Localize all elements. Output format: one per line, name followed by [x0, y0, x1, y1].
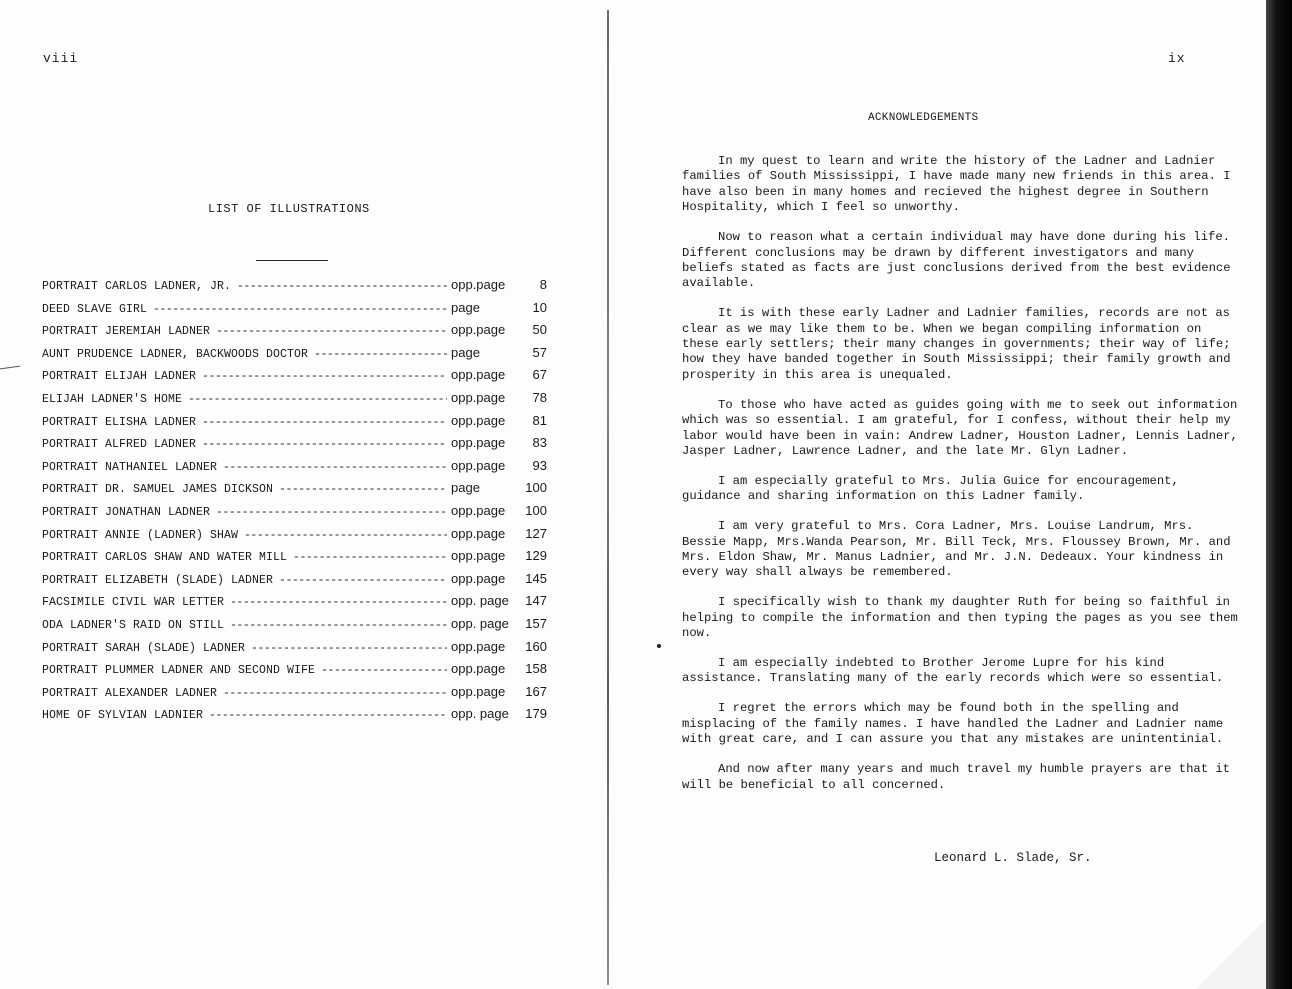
illustration-entry: [42, 480, 547, 503]
scan-edge-shadow: [1266, 0, 1292, 989]
dot-leader: [293, 551, 447, 564]
acknowledgement-paragraph: In my quest to learn and write the history of the Ladner and Ladnier families of South Mississippi, I have made many new friends in this area. I have also been in many homes and recieved the highest degree in Southern Hospitality, which I feel so unworthy.: [682, 154, 1231, 215]
dot-leader: [279, 574, 447, 587]
page-reference: 50: [532, 322, 547, 338]
illustration-title: PORTRAIT CARLOS SHAW AND WATER MILL: [42, 551, 288, 565]
page-reference: 83: [532, 435, 547, 451]
illustration-entry: [42, 661, 547, 684]
illustration-title: PORTRAIT NATHANIEL LADNER: [42, 460, 218, 474]
page-reference: 160: [525, 638, 547, 654]
illustration-entry: [42, 345, 547, 368]
illustration-entry: [42, 413, 547, 436]
acknowledgement-paragraph: I am especially grateful to Mrs. Julia Guice for encouragement, guidance and sharing information on this Ladner family.: [682, 473, 1179, 504]
acknowledgement-paragraph: And now after many years and much travel my humble prayers are that it will be beneficial to all concerned.: [682, 762, 1230, 792]
illustration-title: ODA LADNER'S RAID ON STILL: [42, 618, 225, 632]
acknowledgement-paragraph: Now to reason what a certain individual may have done during his life. Different conclusions may be drawn by different investigators and many beliefs stated as facts are just conclusions derived from the best evidence available.: [682, 230, 1231, 291]
illustration-title: AUNT PRUDENCE LADNER, BACKWOODS DOCTOR: [42, 347, 309, 361]
page-reference: 57: [532, 344, 547, 360]
page-prefix: page: [451, 480, 480, 496]
page-prefix: opp.page: [451, 570, 506, 586]
dot-leader: [223, 461, 447, 474]
illustration-title: PORTRAIT ELIZABETH (SLADE) LADNER: [42, 573, 274, 587]
dot-leader: [314, 348, 447, 361]
page-prefix: opp.page: [451, 322, 506, 338]
illustration-entry: [42, 548, 547, 571]
page-prefix: opp.page: [451, 502, 506, 518]
left-page-number: viii: [43, 51, 79, 66]
list-of-illustrations-title: LIST OF ILLUSTRATIONS: [208, 202, 370, 216]
dot-leader: [209, 709, 447, 722]
page-reference: 127: [525, 525, 547, 541]
page-reference: 129: [525, 548, 547, 564]
illustration-title: PORTRAIT DR. SAMUEL JAMES DICKSON: [42, 483, 274, 497]
page-reference: 167: [525, 683, 547, 699]
illustration-title: PORTRAIT ELISHA LADNER: [42, 415, 197, 429]
page-prefix: opp.page: [451, 638, 506, 654]
illustration-title: PORTRAIT ALFRED LADNER: [42, 438, 197, 452]
page-prefix: opp. page: [451, 615, 509, 631]
illustration-entry: [42, 503, 547, 526]
right-page-number: ix: [1168, 51, 1186, 66]
illustration-title: PORTRAIT PLUMMER LADNER AND SECOND WIFE: [42, 664, 316, 678]
margin-mark: [0, 366, 20, 370]
page-prefix: opp.page: [451, 367, 506, 383]
page-prefix: opp.page: [451, 412, 506, 428]
acknowledgement-paragraph: To those who have acted as guides going with me to seek out information which was so essential. I am grateful, for I confess, without their help my labor would have been in vain: Andrew Ladner, Houston Ladner, Lennis Ladner, Jasper Ladner, Lawrence Ladner, and the late Mr. Glyn Ladner.: [682, 397, 1238, 458]
page-prefix: page: [451, 299, 480, 315]
page-prefix: page: [451, 344, 480, 360]
illustration-entry: [42, 367, 547, 390]
dot-leader: [237, 280, 447, 293]
dot-leader: [223, 687, 447, 700]
page-reference: 81: [532, 412, 547, 428]
acknowledgement-paragraph: I am especially indebted to Brother Jerome Lupre for his kind assistance. Translating many of the early records which were so essential.: [682, 656, 1224, 686]
page-prefix: opp.page: [451, 435, 506, 451]
page-reference: 179: [525, 706, 547, 722]
illustration-title: DEED SLAVE GIRL: [42, 302, 148, 316]
illustration-entry: [42, 300, 547, 323]
page-reference: 100: [525, 502, 547, 518]
page-prefix: opp.page: [451, 277, 506, 292]
illustration-entry: [42, 706, 547, 729]
page-prefix: opp. page: [451, 593, 509, 609]
ink-dot: [657, 644, 661, 648]
acknowledgement-paragraph: It is with these early Ladner and Ladnier families, records are not as clear as we may like them to be. When we began compiling information on these early settlers; their many changes in governments; their way of life; how they have banded together in South Mississippi; their family growth and prosperity in this area is unequaled.: [682, 306, 1231, 382]
illustration-entry: [42, 390, 547, 413]
dot-leader: [216, 325, 447, 338]
illustration-title: PORTRAIT JEREMIAH LADNER: [42, 325, 211, 339]
page-reference: 157: [525, 615, 547, 631]
illustration-entry: [42, 684, 547, 707]
dot-leader: [279, 483, 447, 496]
illustration-entry: [42, 571, 547, 594]
title-rule: [256, 260, 328, 261]
page-reference: 10: [532, 299, 547, 315]
book-gutter: [607, 10, 609, 985]
acknowledgements-title: ACKNOWLEDGEMENTS: [868, 112, 979, 124]
dot-leader: [244, 529, 447, 542]
page-reference: 147: [525, 593, 547, 609]
illustration-title: HOME OF SYLVIAN LADNIER: [42, 709, 204, 723]
acknowledgements-body: [682, 154, 1242, 807]
page-prefix: opp.page: [451, 548, 506, 564]
page-reference: 78: [532, 389, 547, 405]
illustration-title: PORTRAIT ELIJAH LADNER: [42, 370, 197, 384]
illustration-title: PORTRAIT ANNIE (LADNER) SHAW: [42, 528, 239, 542]
page-prefix: opp.page: [451, 525, 506, 541]
illustration-title: PORTRAIT ALEXANDER LADNER: [42, 686, 218, 700]
dot-leader: [202, 438, 447, 451]
illustration-entry: [42, 639, 547, 662]
dot-leader: [251, 642, 447, 655]
dot-leader: [230, 596, 447, 609]
author-signature: Leonard L. Slade, Sr.: [934, 851, 1092, 865]
dot-leader: [202, 416, 447, 429]
acknowledgement-paragraph: I specifically wish to thank my daughter Ruth for being so faithful in helping to compile the information and then typing the pages as you see them now.: [682, 595, 1238, 641]
acknowledgement-paragraph: I regret the errors which may be found both in the spelling and misplacing of the family names. I have handled the Ladner and Ladnier name with great care, and I can assure you that any mistakes are unintentinial.: [682, 701, 1224, 747]
page-prefix: opp.page: [451, 661, 506, 677]
illustration-entry: [42, 277, 547, 300]
dot-leader: [321, 664, 447, 677]
page-reference: 145: [525, 570, 547, 586]
illustrations-list: [42, 277, 547, 729]
page-corner-fold: [1196, 919, 1266, 989]
dot-leader: [216, 506, 447, 519]
dot-leader: [188, 393, 447, 406]
illustration-entry: [42, 458, 547, 481]
page-reference: 100: [525, 480, 547, 496]
illustration-title: ELIJAH LADNER'S HOME: [42, 392, 183, 406]
illustration-title: FACSIMILE CIVIL WAR LETTER: [42, 596, 225, 610]
illustration-entry: [42, 616, 547, 639]
dot-leader: [153, 303, 447, 316]
illustration-entry: [42, 435, 547, 458]
page-reference: 93: [532, 457, 547, 473]
page-prefix: opp.page: [451, 683, 506, 699]
page-reference: 158: [525, 661, 547, 677]
dot-leader: [202, 370, 447, 383]
page-prefix: opp. page: [451, 706, 509, 722]
illustration-entry: [42, 593, 547, 616]
illustration-title: PORTRAIT SARAH (SLADE) LADNER: [42, 641, 246, 655]
illustration-title: PORTRAIT JONATHAN LADNER: [42, 505, 211, 519]
page-prefix: opp.page: [451, 389, 506, 405]
illustration-entry: [42, 322, 547, 345]
dot-leader: [230, 619, 447, 632]
illustration-title: PORTRAIT CARLOS LADNER, JR.: [42, 280, 232, 293]
page-reference: 67: [532, 367, 547, 383]
page-reference: 8: [539, 277, 547, 292]
page-prefix: opp.page: [451, 457, 506, 473]
acknowledgement-paragraph: I am very grateful to Mrs. Cora Ladner, Mrs. Louise Landrum, Mrs. Bessie Mapp, Mrs.Wanda Pearson, Mr. Bill Teck, Mrs. Floussey Brown, Mr. and Mrs. Eldon Shaw, Mr. Manus Ladnier, and Mr. J.N. Dedeaux. Your kindness in every way shall always be remembered.: [682, 519, 1231, 580]
illustration-entry: [42, 526, 547, 549]
